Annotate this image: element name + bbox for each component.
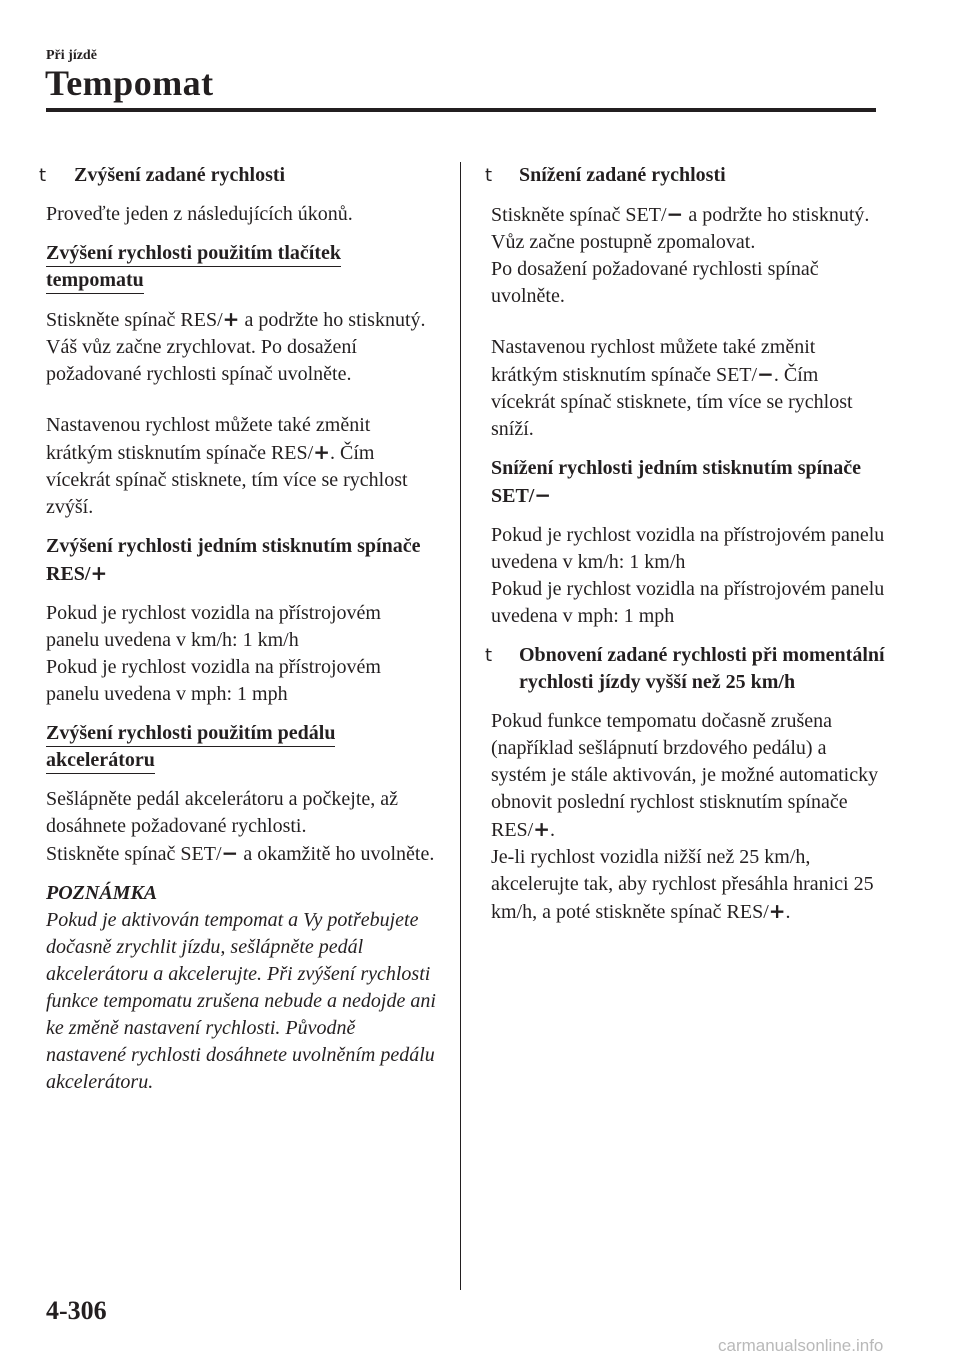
bullet-icon: t bbox=[485, 645, 493, 666]
watermark-url: carmanualsonline.info bbox=[718, 1336, 884, 1355]
bullet-icon: t bbox=[39, 165, 47, 186]
intro-text: Proveďte jeden z následujících úkonů. bbox=[46, 203, 353, 225]
right-column bbox=[485, 162, 886, 938]
paragraph-kmh: Pokud je rychlost vozidla na přístrojovém panelu uvedena v km/h: 1 km/h bbox=[46, 602, 381, 651]
paragraph-resume: Pokud funkce tempomatu dočasně zrušena (například sešlápnutí brzdového pedálu) a systém je stále aktivován, je možné automaticky obnovit poslední rychlost stisknutím spínače RES/+. bbox=[491, 710, 879, 841]
paragraph-release-set: Po dosažení požadované rychlosti spínač uvolněte. bbox=[491, 258, 819, 307]
paragraph-kmh: Pokud je rychlost vozidla na přístrojovém panelu uvedena v km/h: 1 km/h bbox=[491, 524, 885, 573]
page-number: 4-306 bbox=[46, 1296, 107, 1325]
section-label: Při jízdě bbox=[46, 48, 97, 63]
paragraph-hold-res: Stiskněte spínač RES/+ a podržte ho stisknutý. Váš vůz začne zrychlovat. Po dosažení požadované rychlosti spínač uvolněte. bbox=[46, 307, 426, 385]
bullet-icon: t bbox=[485, 165, 493, 186]
note-title: POZNÁMKA bbox=[46, 882, 158, 904]
left-column bbox=[39, 162, 438, 1096]
minus-icon: − bbox=[534, 483, 552, 507]
paragraph-mph: Pokud je rychlost vozidla na přístrojovém panelu uvedena v mph: 1 mph bbox=[46, 656, 381, 705]
paragraph-press-set: Stiskněte spínač SET/− a okamžitě ho uvolněte. bbox=[46, 841, 435, 865]
heading-increase-speed: t Zvýšení zadané rychlosti bbox=[46, 162, 438, 189]
note-text: Pokud je aktivován tempomat a Vy potřebujete dočasně zrychlit jízdu, sešlápněte pedál akcelerátoru a akcelerujte. Při zvýšení rychlosti funkce tempomatu zrušena nebude a nedojde ani ke změně nastavení rychlosti. Původně nastavené rychlosti dosáhnete uvolněním pedálu akcelerátoru. bbox=[46, 909, 436, 1093]
paragraph-mph: Pokud je rychlost vozidla na přístrojovém panelu uvedena v mph: 1 mph bbox=[491, 578, 885, 627]
subheading-single-press-res: Zvýšení rychlosti jedním stisknutím spínače RES/+ bbox=[46, 535, 421, 585]
plus-icon: + bbox=[313, 440, 330, 464]
paragraph-press-accelerator: Sešlápněte pedál akcelerátoru a počkejte, až dosáhnete požadované rychlosti. bbox=[46, 788, 399, 837]
paragraph-below-25: Je-li rychlost vozidla nižší než 25 km/h, akcelerujte tak, aby rychlost přesáhla hranici 25 km/h, a poté stiskněte spínač RES/+. bbox=[491, 846, 874, 923]
heading-resume-speed: t Obnovení zadané rychlosti při momentální rychlosti jízdy vyšší než 25 km/h bbox=[485, 644, 885, 693]
plus-icon: + bbox=[533, 817, 551, 841]
subheading-accelerator: Zvýšení rychlosti použitím pedálu akcelerátoru bbox=[46, 720, 438, 774]
paragraph-hold-set: Stiskněte spínač SET/− a podržte ho stisknutý. Vůz začne postupně zpomalovat. bbox=[491, 202, 870, 253]
paragraph-tap-res: Nastavenou rychlost můžete také změnit krátkým stisknutím spínače RES/+. Čím vícekrát spínač stisknete, tím více se rychlost zvýší. bbox=[46, 414, 408, 518]
column-divider bbox=[460, 162, 461, 1290]
title-rule bbox=[46, 108, 876, 112]
plus-icon: + bbox=[768, 899, 786, 923]
plus-icon: + bbox=[90, 561, 108, 585]
subheading-buttons: Zvýšení rychlosti použitím tlačítek tempomatu bbox=[46, 240, 438, 294]
minus-icon: − bbox=[221, 841, 239, 865]
minus-icon: − bbox=[757, 362, 774, 386]
paragraph-tap-set: Nastavenou rychlost můžete také změnit krátkým stisknutím spínače SET/−. Čím vícekrát spínač stisknete, tím více se rychlost sníží. bbox=[491, 336, 853, 440]
subheading-single-press-set: Snížení rychlosti jedním stisknutím spínače SET/− bbox=[491, 457, 862, 507]
plus-icon: + bbox=[222, 307, 240, 331]
page-title: Tempomat bbox=[45, 63, 214, 103]
minus-icon: − bbox=[666, 202, 684, 226]
heading-decrease-speed: t Snížení zadané rychlosti bbox=[491, 162, 886, 189]
